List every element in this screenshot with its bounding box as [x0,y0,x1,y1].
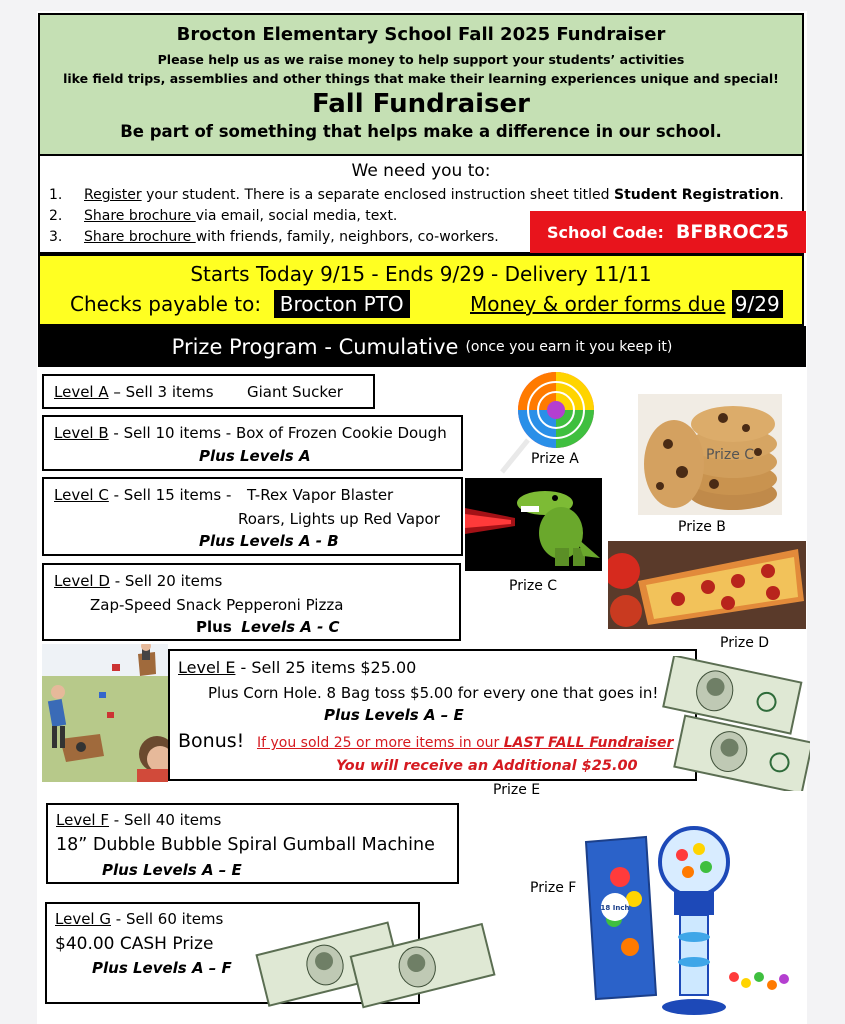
checks-payee: Brocton PTO [274,290,410,318]
tagline: Be part of something that helps make a difference in our school. [120,122,722,141]
school-code-label: School Code: [547,222,664,242]
due-date: 9/29 [732,290,783,318]
prize-b-caption: Prize B [678,519,726,535]
intro-line-1: Please help us as we raise money to help support your students’ activities [157,52,685,67]
list-item: 3. Share brochure with friends, family, neighbors, co-workers. [49,229,499,245]
cash-bills-image [660,656,810,791]
bonus-label: Bonus! [178,730,245,752]
level-label: Level E [178,658,236,677]
intro-line-2: like field trips, assemblies and other things that make their learning experiences unique and special! [63,71,779,86]
trex-blaster-image [465,478,602,571]
flyer-title: Brocton Elementary School Fall 2025 Fundraiser [176,24,666,45]
level-label: Level B [54,424,109,442]
level-prize: T-Rex Vapor Blaster [247,486,394,504]
pizza-image [608,541,806,629]
prize-e-caption: Prize E [493,782,541,798]
level-b-box: Level B - Sell 10 items - Box of Frozen Cookie Dough Plus Levels A [42,415,463,471]
level-a-box: Level A – Sell 3 items Giant Sucker [42,374,375,409]
gumball-machine-image [584,817,796,1017]
prize-a-caption: Prize A [531,451,579,467]
instructions-title: We need you to: [351,161,491,181]
level-prize: $40.00 CASH Prize [55,934,214,954]
list-item: 2. Share brochure via email, social media, text. [49,208,398,224]
level-plus: Plus Levels A [199,447,311,465]
level-label: Level A [54,383,109,401]
level-e-box: Level E - Sell 25 items $25.00 Plus Corn Hole. 8 Bag toss $5.00 for every one that goes in! Plus Levels A – E Bonus! If you sold 25 or more items in our LAST FALL Fundraiser You will receive an Additional $25.00 [168,649,697,781]
level-plus: Plus Levels A – F [92,959,232,977]
level-g-box: Level G - Sell 60 items $40.00 CASH Prize Plus Levels A – F [45,902,420,1004]
level-d-box: Level D - Sell 20 items Zap-Speed Snack Pepperoni Pizza Plus Levels A - C [42,563,461,641]
prize-d-caption: Prize D [720,635,770,651]
level-c-box: Level C - Sell 15 items - T-Rex Vapor Blaster Roars, Lights up Red Vapor Plus Levels A - B [42,477,463,556]
level-plus: Plus Levels A - C [196,618,340,636]
level-label: Level G [55,910,111,928]
share-brochure-link[interactable]: Share brochure [84,208,196,224]
share-brochure-link[interactable]: Share brochure [84,229,196,245]
prize-c-caption: Prize C [509,578,558,594]
cash-prize-image [255,905,500,1015]
prize-program-title: Prize Program - Cumulative [171,334,459,359]
prize-program-note: (once you earn it you keep it) [465,338,673,355]
prize-f-caption: Prize F [530,880,577,896]
checks-payable: Checks payable to: Brocton PTO [70,292,410,316]
school-code-badge [530,211,806,253]
level-prize: Zap-Speed Snack Pepperoni Pizza [90,596,344,614]
corn-hole-illustration [42,644,168,782]
level-prize: Plus Corn Hole. 8 Bag toss $5.00 for every one that goes in! [208,684,659,702]
level-label: Level D [54,572,110,590]
level-f-box: Level F - Sell 40 items 18” Dubble Bubble Spiral Gumball Machine Plus Levels A – E [46,803,459,884]
header-banner [38,13,804,156]
level-plus: Plus Levels A – E [324,706,464,724]
list-item: 1. Register your student. There is a separate enclosed instruction sheet titled Student Registration. [49,187,784,203]
headline: Fall Fundraiser [312,89,530,119]
gumball-box-label: 18 Inch [600,904,630,912]
register-link[interactable]: Register [84,187,142,203]
level-prize-detail: Roars, Lights up Red Vapor [238,510,440,528]
level-plus: Plus Levels A - B [199,532,339,550]
school-code-value: BFBROC25 [675,221,789,243]
level-label: Level C [54,486,109,504]
prize-program-banner [38,326,806,367]
bonus-amount: You will receive an Additional $25.00 [336,758,638,774]
dates-banner [38,254,804,326]
prize-c-overlay-caption: Prize C [706,447,755,463]
forms-due: Money & order forms due 9/29 [470,292,783,316]
dates-line: Starts Today 9/15 - Ends 9/29 - Delivery 11/11 [190,262,652,286]
level-prize: 18” Dubble Bubble Spiral Gumball Machine [56,835,435,855]
level-label: Level F [56,811,109,829]
bonus-text: If you sold 25 or more items in our LAST FALL Fundraiser [257,735,674,751]
level-prize: Giant Sucker [247,383,343,401]
level-plus: Plus Levels A – E [102,861,242,879]
